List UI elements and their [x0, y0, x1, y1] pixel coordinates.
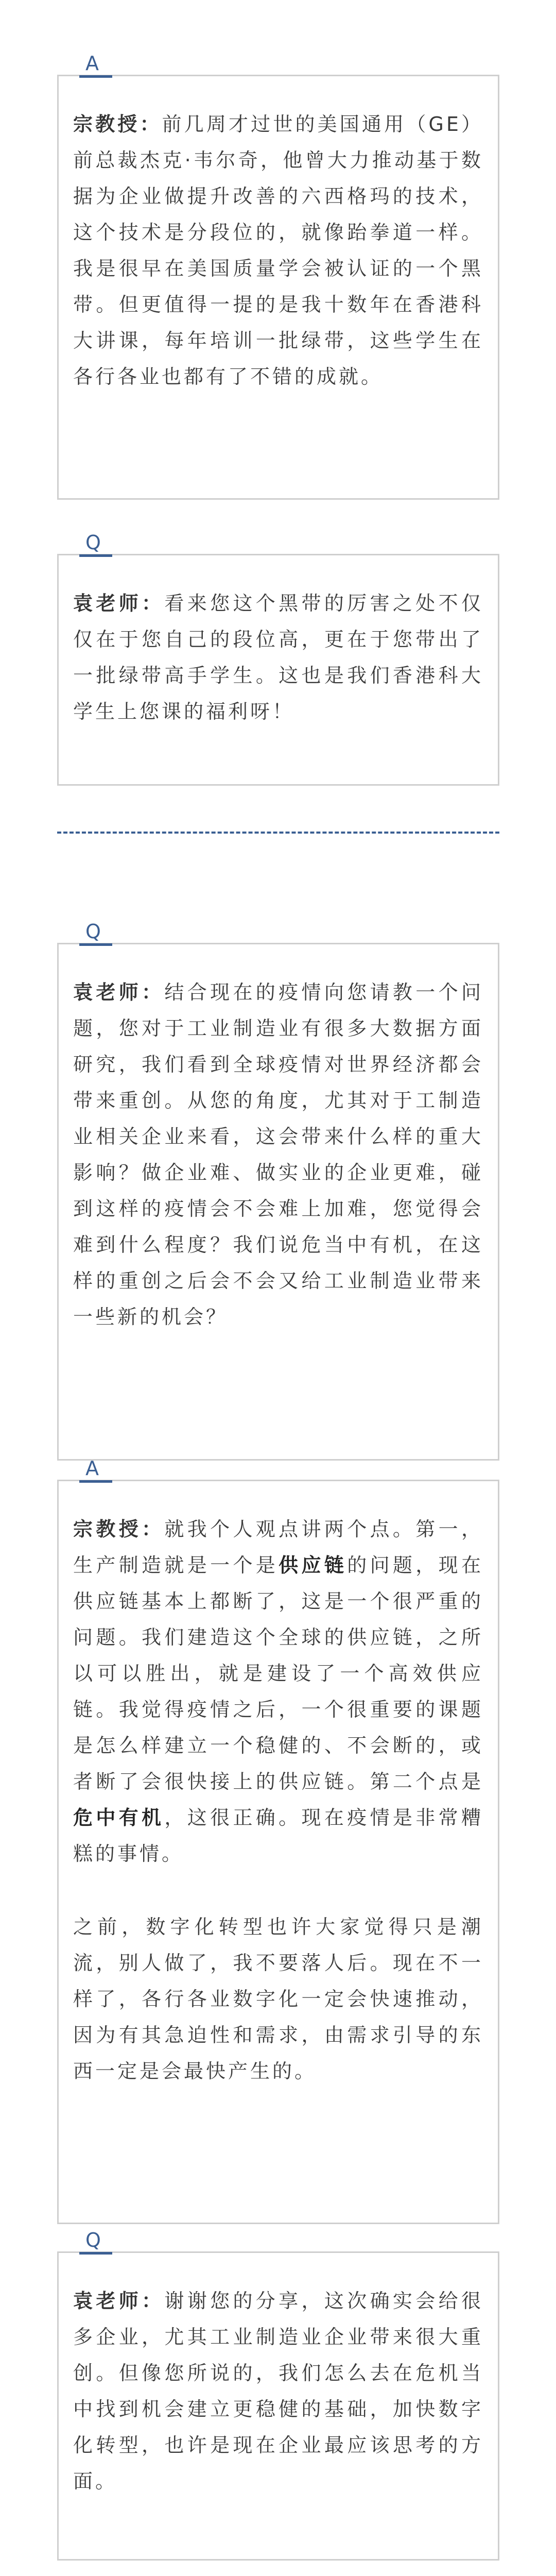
- question-paragraph: [73, 585, 483, 730]
- tag-underline: [79, 75, 112, 78]
- question-card-3: [57, 2229, 499, 2561]
- question-tag: Q: [85, 920, 101, 943]
- question-card-1: [57, 531, 499, 786]
- answer-card-2: [57, 1457, 499, 2224]
- question-tag: Q: [85, 2229, 101, 2251]
- highlight-opportunity: 危中有机: [73, 1806, 165, 1829]
- answer-text: 前几周才过世的美国通用（GE）前总裁杰克·韦尔奇，他曾大力推动基于数据为企业做提升改善的六西格玛的技术，这个技术是分段位的，就像跆拳道一样。我是很早在美国质量学会被认证的一个黑带。但更值得一提的是我十数年在香港科大讲课，每年培训一批绿带，这些学生在各行各业也都有了不错的成就。: [73, 113, 483, 388]
- answer-tag: A: [85, 52, 99, 75]
- speaker-label: 袁老师：: [73, 2290, 165, 2312]
- question-tag: Q: [85, 531, 101, 554]
- answer-text-part: 就我个人观点讲两个点。第一，生产制造就是一个是: [73, 1518, 483, 1577]
- speaker-label: 宗教授：: [73, 1518, 165, 1540]
- answer-text: 之前，数字化转型也许大家觉得只是潮流，别人做了，我不要落人后。现在不一样了，各行各业数字化一定会快速推动，因为有其急迫性和需求，由需求引导的东西一定是会最快产生的。: [73, 1916, 483, 2082]
- highlight-supply-chain: 供应链: [279, 1554, 348, 1577]
- tag-underline: [79, 943, 112, 946]
- tag-underline: [79, 1480, 112, 1483]
- answer-text-part: ，这很正确。现在疫情是非常糟糕的事情。: [73, 1806, 483, 1865]
- answer-paragraph: [73, 1511, 483, 1872]
- speaker-label: 宗教授：: [73, 113, 162, 135]
- question-text: 看来您这个黑带的厉害之处不仅仅在于您自己的段位高，更在于您带出了一批绿带高手学生。这也是我们香港科大学生上您课的福利呀！: [73, 592, 483, 723]
- question-text: 谢谢您的分享，这次确实会给很多企业，尤其工业制造业企业带来很大重创。但像您所说的，我们怎么去在危机当中找到机会建立更稳健的基础，加快数字化转型，也许是现在企业最应该思考的方面。: [73, 2290, 483, 2493]
- question-paragraph: [73, 974, 483, 1335]
- question-text: 结合现在的疫情向您请教一个问题，您对于工业制造业有很多大数据方面研究，我们看到全球疫情对世界经济都会带来重创。从您的角度，尤其对于工制造业相关企业来看，这会带来什么样的重大影响？做企业难、做实业的企业更难，碰到这样的疫情会不会难上加难，您觉得会难到什么程度？我们说危当中有机，在这样的重创之后会不会又给工业制造业带来一些新的机会？: [73, 981, 483, 1328]
- tag-underline: [79, 2252, 112, 2255]
- speaker-label: 袁老师：: [73, 592, 165, 615]
- question-card-2: [57, 920, 499, 1461]
- answer-card-1: [57, 52, 499, 500]
- answer-paragraph: [73, 106, 483, 395]
- answer-tag: A: [85, 1457, 99, 1480]
- tag-underline: [79, 554, 112, 557]
- speaker-label: 袁老师：: [73, 981, 165, 1004]
- question-paragraph: [73, 2283, 483, 2499]
- section-divider: [57, 832, 499, 834]
- answer-paragraph-2: [73, 1909, 483, 2089]
- answer-text-part: 的问题，现在供应链基本上都断了，这是一个很严重的问题。我们建造这个全球的供应链，之所以可以胜出，就是建设了一个高效供应链。我觉得疫情之后，一个很重要的课题是怎么样建立一个稳健的、不会断的，或者断了会很快接上的供应链。第二个点是: [73, 1554, 483, 1793]
